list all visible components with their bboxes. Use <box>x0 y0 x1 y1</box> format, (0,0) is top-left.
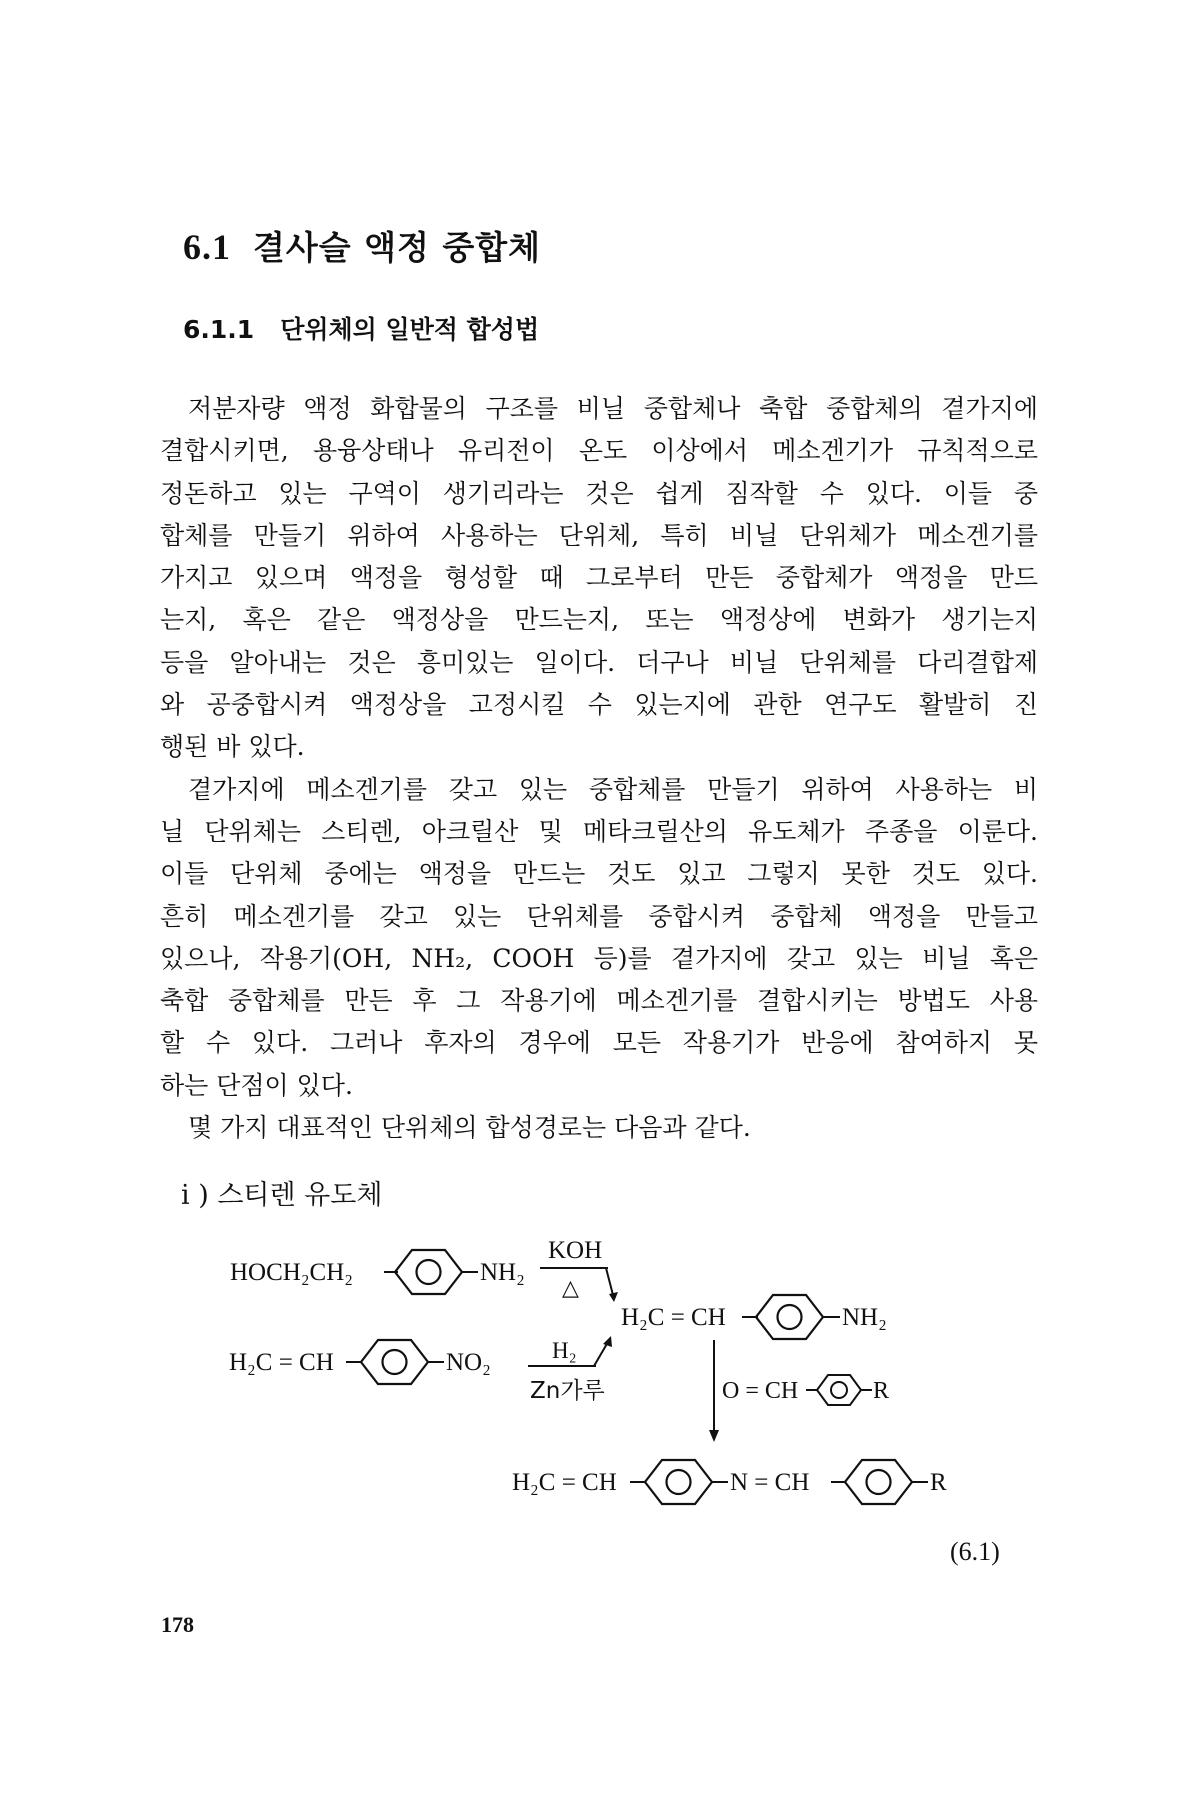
aldehyde-right-text: R <box>873 1378 890 1404</box>
product-left-text: H₂C = CH <box>621 1304 726 1331</box>
body-line: 흔히 메소겐기를 갖고 있는 단위체를 중합시켜 중합체 액정을 만들고 <box>160 901 1038 931</box>
benzene-ring-icon <box>817 1375 861 1405</box>
reagent1-top-text: KOH <box>548 1237 603 1264</box>
body-line: 가지고 있으며 액정을 형성할 때 그로부터 만든 중합체가 액정을 만드 <box>160 563 1038 593</box>
body-line: 곁가지에 메소겐기를 갖고 있는 중합체를 만들기 위하여 사용하는 비 <box>188 774 1038 804</box>
arrowhead-icon <box>609 1292 618 1302</box>
aldehyde-left-text: O = CH <box>722 1378 799 1404</box>
section-title: 결사슬 액정 중합체 <box>253 228 542 267</box>
body-line: 행된 바 있다. <box>160 732 305 762</box>
reagent2-top-text: H₂ <box>552 1338 577 1363</box>
page-number: 178 <box>161 1612 194 1637</box>
final-middle-text: N = CH <box>730 1469 810 1496</box>
body-line: 이들 단위체 중에는 액정을 만드는 것도 있고 그렇지 못한 것도 있다. <box>160 859 1038 889</box>
body-line: 합체를 만들기 위하여 사용하는 단위체, 특히 비닐 단위체가 메소겐기를 <box>160 520 1038 550</box>
body-line: 닐 단위체는 스티렌, 아크릴산 및 메타크릴산의 유도체가 주종을 이룬다. <box>160 816 1038 846</box>
reactant2-left-text: H₂C = CH <box>229 1349 334 1376</box>
reactant1-right-text: NH₂ <box>480 1259 525 1286</box>
styrene-derivative-subheading: i ) 스티렌 유도체 <box>181 1180 383 1211</box>
reactant2-right-text: NO₂ <box>446 1349 491 1376</box>
body-line: 할 수 있다. 그러나 후자의 경우에 모든 작용기가 반응에 참여하지 못 <box>160 1028 1038 1058</box>
final-left-text: H₂C = CH <box>512 1469 617 1496</box>
reactant1-left-text: HOCH₂CH₂ <box>230 1259 353 1286</box>
benzene-ring-icon <box>395 1250 462 1294</box>
reagent2-bottom-text: Zn가루 <box>530 1378 605 1404</box>
product-right-text: NH₂ <box>842 1304 887 1331</box>
benzene-ring-icon <box>845 1460 912 1504</box>
body-line: 축합 중합체를 만든 후 그 작용기에 메소겐기를 결합시키는 방법도 사용 <box>160 986 1038 1016</box>
body-line: 는지, 혹은 같은 액정상을 만드는지, 또는 액정상에 변화가 생기는지 <box>160 605 1038 635</box>
body-line: 등을 알아내는 것은 흥미있는 일이다. 더구나 비닐 단위체를 다리결합제 <box>160 647 1038 677</box>
arrowhead-icon <box>603 1336 612 1347</box>
reagent1-bottom-text: △ <box>562 1275 579 1300</box>
body-line: 저분자량 액정 화합물의 구조를 비닐 중합체나 축합 중합체의 곁가지에 <box>188 394 1038 423</box>
equation-number: (6.1) <box>950 1537 1000 1566</box>
body-line: 몇 가지 대표적인 단위체의 합성경로는 다음과 같다. <box>188 1113 751 1143</box>
benzene-ring-icon <box>756 1295 823 1339</box>
body-line: 와 공중합시켜 액정상을 고정시킬 수 있는지에 관한 연구도 활발히 진 <box>160 690 1038 720</box>
body-line: 있으나, 작용기(OH, NH₂, COOH 등)를 곁가지에 갖고 있는 비닐 혹은 <box>160 943 1038 973</box>
body-line: 결합시키면, 용융상태나 유리전이 온도 이상에서 메소겐기가 규칙적으로 <box>160 436 1038 466</box>
section-number: 6.1 <box>183 227 231 267</box>
arrowhead-icon <box>709 1430 719 1442</box>
benzene-ring-icon <box>645 1460 712 1504</box>
final-right-text: R <box>930 1469 947 1496</box>
body-line: 하는 단점이 있다. <box>160 1070 353 1100</box>
body-line: 정돈하고 있는 구역이 생기리라는 것은 쉽게 짐작할 수 있다. 이들 중 <box>160 478 1038 508</box>
benzene-ring-icon <box>361 1340 428 1384</box>
subsection-title: 단위체의 일반적 합성법 <box>280 315 540 344</box>
subsection-number: 6.1.1 <box>183 315 255 344</box>
